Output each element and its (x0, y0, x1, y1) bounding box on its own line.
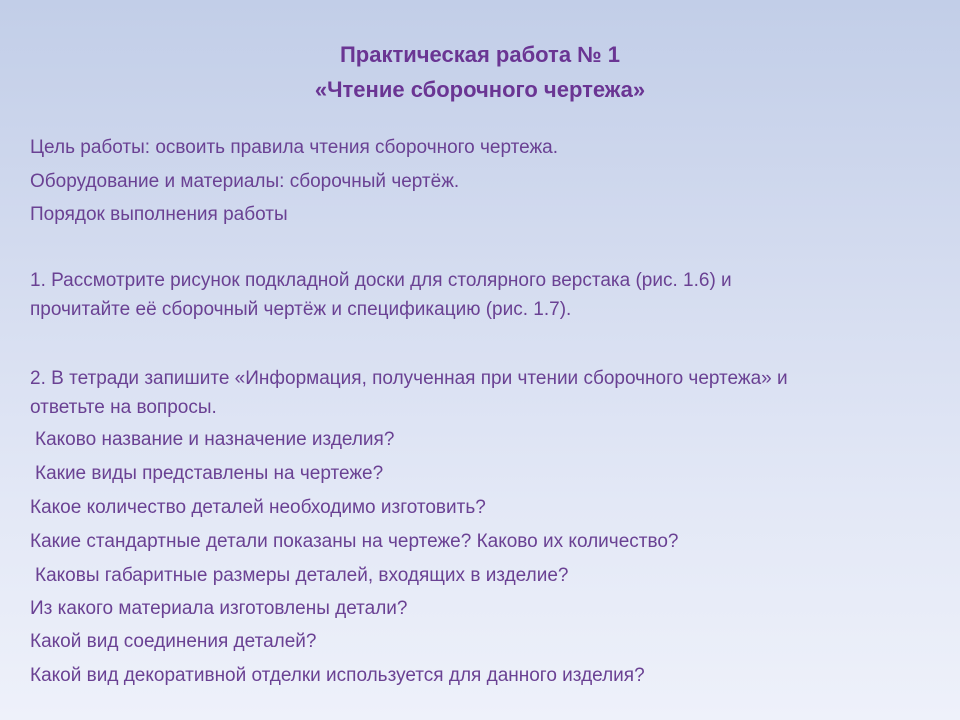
question-item: Из какого материала изготовлены детали? (30, 598, 408, 619)
question-item: Какое количество деталей необходимо изготовить? (30, 497, 486, 518)
step-1-line-1: 1. Рассмотрите рисунок подкладной доски для столярного верстака (рис. 1.6) и (30, 270, 732, 291)
step-1-line-2: прочитайте её сборочный чертёж и спецификацию (рис. 1.7). (30, 299, 572, 320)
step-2-line-2: ответьте на вопросы. (30, 397, 217, 418)
question-item: Какие виды представлены на чертеже? (35, 463, 384, 484)
slide-title-line-1: Практическая работа № 1 (339, 42, 621, 67)
goal-text: Цель работы: освоить правила чтения сборочного чертежа. (30, 137, 559, 158)
procedure-heading: Порядок выполнения работы (30, 204, 288, 225)
equipment-text: Оборудование и материалы: сборочный чертёж. (30, 171, 460, 192)
question-item: Какой вид соединения деталей? (30, 631, 317, 652)
slide-title-line-2: «Чтение сборочного чертежа» (314, 77, 646, 102)
question-item: Каково название и назначение изделия? (35, 429, 395, 450)
question-item: Каковы габаритные размеры деталей, входящих в изделие? (35, 565, 569, 586)
step-2-line-1: 2. В тетради запишите «Информация, полученная при чтении сборочного чертежа» и (30, 368, 788, 389)
question-item: Какой вид декоративной отделки используется для данного изделия? (30, 665, 645, 686)
question-item: Какие стандартные детали показаны на чертеже? Каково их количество? (30, 531, 679, 552)
